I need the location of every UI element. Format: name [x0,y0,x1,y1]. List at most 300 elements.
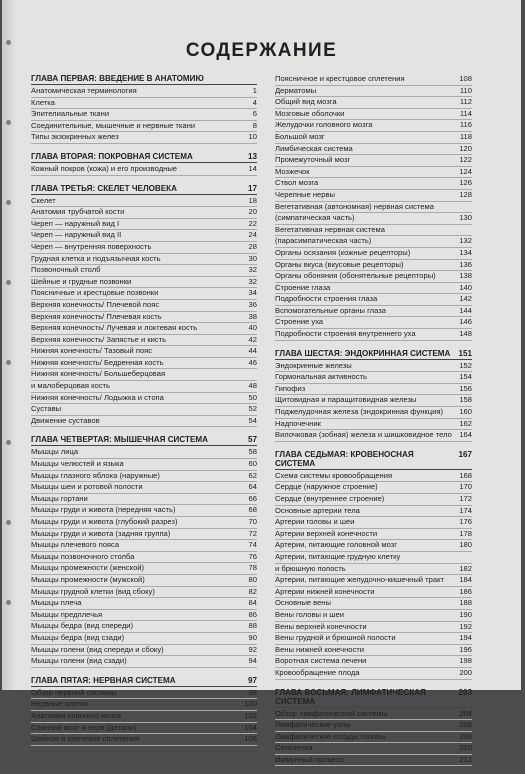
entry-title: Позвоночный столб [31,265,101,275]
toc-entry [31,109,257,121]
entry-page-number: 130 [459,213,472,223]
toc-entry [275,540,472,552]
entry-page-number: 184 [459,575,472,585]
entry-page-number: 136 [459,259,472,269]
toc-entry [275,575,472,587]
entry-title: Грудная клетка и подъязычная кость [31,253,161,263]
entry-page-number: 162 [459,418,472,428]
chapter-heading [31,676,257,687]
chapter-title: ГЛАВА ТРЕТЬЯ: СКЕЛЕТ ЧЕЛОВЕКА [31,183,177,193]
entry-title: Клетка [31,97,56,107]
entry-title: Сердце (внутреннее строение) [275,494,385,503]
entry-title: Общий вид мозга [275,97,337,107]
entry-title: Скелет [31,195,56,205]
entry-title: Лимфатические узлы [275,720,351,730]
entry-title: Мышцы голени (вид сзади) [31,656,127,666]
toc-entry [31,300,257,312]
entry-page-number: 102 [244,710,257,720]
entry-page-number: 186 [459,586,472,596]
toc-entry [31,121,257,133]
entry-title: Вегетативная нервная система [275,224,385,234]
entry-page-number: 164 [459,430,472,440]
entry-title: Эндокринные железы [275,360,352,370]
entry-title: Артерии, питающие желудочно-кишечный тракт [275,575,444,585]
entry-title: Желудочки головного мозга [275,120,373,130]
entry-title: Промежуточный мозг [275,155,351,165]
entry-page-number: 58 [248,447,257,457]
toc-entry [275,236,472,248]
toc-entry [31,471,257,483]
entry-title: Нервные клетки [31,699,88,709]
toc-entry [31,517,257,529]
toc-entry [275,598,472,610]
toc-entry [275,271,472,283]
entry-title: Шейное и плечевое сплетения [31,734,140,744]
entry-page-number: 142 [459,294,472,304]
entry-page-number: 8 [252,120,257,130]
toc-entry [31,482,257,494]
entry-title: Вены грудной и брюшной полости [275,633,396,643]
toc-entry [275,109,472,121]
entry-page-number: 208 [459,731,472,741]
toc-entry [31,494,257,506]
entry-page-number: 28 [248,241,257,251]
entry-title: Подробности строения глаза [275,294,378,304]
entry-page-number: 192 [459,621,472,631]
entry-page-number: 48 [248,381,257,391]
toc-entry [275,361,472,373]
toc-entry [275,720,472,732]
entry-title: Артерии, питающие грудную клетку [275,551,401,561]
toc-right-column [275,74,472,774]
binding-hole [6,280,11,285]
toc-entry [275,283,472,295]
chapter-page-number: 17 [247,183,257,193]
toc-entry [275,430,472,442]
toc-entry [31,656,257,668]
entry-page-number: 210 [459,743,472,753]
entry-title: Мышцы груди и живота (передняя часть) [31,505,176,515]
toc-entry [31,404,257,416]
entry-page-number: 160 [459,407,472,417]
entry-title: Мышцы позвоночного столба [31,551,135,561]
chapter-title: ГЛАВА ВТОРАЯ: ПОКРОВНАЯ СИСТЕМА [31,151,193,161]
entry-title: Обзор нервной системы [31,687,117,697]
entry-page-number: 62 [248,470,257,480]
entry-title: Соединительные, мышечные и нервные ткани [31,120,196,130]
entry-page-number: 82 [248,586,257,596]
entry-title: Мышцы гортани [31,493,88,503]
toc-entry [31,575,257,587]
toc-entry [31,323,257,335]
toc-entry [275,610,472,622]
entry-page-number: 46 [248,357,257,367]
entry-title: Основные вены [275,598,331,608]
toc-entry [275,384,472,396]
toc-entry [275,120,472,132]
chapter-title: ГЛАВА ШЕСТАЯ: ЭНДОКРИННАЯ СИСТЕМА [275,348,451,358]
toc-entry [31,98,257,110]
entry-page-number: 156 [459,383,472,393]
toc-chapter [31,152,257,176]
page-title: СОДЕРЖАНИЕ [185,40,338,61]
entry-page-number: 158 [459,395,472,405]
entry-page-number: 148 [459,329,472,339]
toc-entry [275,294,472,306]
binding-hole [6,600,11,605]
entry-page-number: 86 [248,609,257,619]
toc-entry [275,190,472,202]
entry-page-number: 94 [248,656,257,666]
entry-title: Поджелудочная железа (эндокринная функция) [275,407,443,417]
spiral-binding [2,0,16,690]
entry-page-number: 64 [248,482,257,492]
entry-page-number: 70 [248,517,257,526]
toc-entry [31,529,257,541]
toc-entry [275,517,472,529]
toc-entry [31,242,257,254]
entry-page-number: 212 [459,754,472,764]
chapter-page-number: 203 [458,687,472,697]
entry-title: Артерии нижней конечности [275,586,375,596]
toc-entry [31,645,257,657]
toc-entry [31,196,257,208]
chapter-heading [31,184,257,195]
toc-entry [31,369,257,381]
entry-title: Нижняя конечность/ Большеберцовая [31,369,166,379]
entry-page-number: 198 [459,656,472,666]
entry-page-number: 32 [248,265,257,275]
entry-page-number: 138 [459,271,472,281]
entry-page-number: 76 [248,551,257,561]
chapter-heading [31,152,257,163]
entry-title: и малоберцовая кость [31,381,110,391]
entry-page-number: 110 [459,85,472,95]
toc-entry [31,598,257,610]
entry-title: Движение суставов [31,415,100,425]
chapter-heading [275,688,472,708]
toc-chapter [31,676,257,746]
toc-entry [275,419,472,431]
chapter-title: ГЛАВА ВОСЬМАЯ: ЛИМФАТИЧЕСКАЯ СИСТЕМА [275,687,426,706]
toc-entry [275,709,472,721]
entry-title: Анатомическая терминология [31,86,137,95]
entry-page-number: 108 [459,74,472,83]
toc-entry [275,144,472,156]
binding-hole [6,520,11,525]
toc-chapter [275,74,472,341]
entry-title: Мышцы промежности (мужской) [31,574,145,584]
entry-page-number: 146 [459,317,472,327]
entry-title: Мышцы бедра (вид спереди) [31,621,134,631]
chapter-title: ГЛАВА СЕДЬМАЯ: КРОВЕНОСНАЯ СИСТЕМА [275,449,414,468]
entry-page-number: 60 [248,459,257,469]
toc-entry [31,563,257,575]
chapter-heading [31,435,257,446]
entry-page-number: 194 [459,633,472,643]
entry-title: Мышцы груди и живота (задняя группа) [31,528,171,538]
toc-entry [275,471,472,483]
entry-title: Верхняя конечность/ Лучевая и локтевая кость [31,323,198,333]
entry-title: Мозговые оболочки [275,108,345,118]
entry-title: Строение уха [275,317,324,327]
entry-title: Подробности строения внутреннего уха [275,329,416,339]
entry-title: Кожный покров (кожа) и его производные [31,163,178,173]
toc-entry [275,633,472,645]
toc-entry [31,633,257,645]
toc-entry [275,482,472,494]
toc-entry [31,540,257,552]
entry-page-number: 172 [459,494,472,503]
toc-entry [31,447,257,459]
entry-page-number: 100 [244,699,257,709]
toc-entry [275,306,472,318]
toc-entry [275,372,472,384]
entry-page-number: 104 [244,722,257,732]
toc-entry [31,164,257,176]
entry-title: Суставы [31,404,62,414]
toc-entry [275,97,472,109]
entry-title: Органы обоняния (обонятельные рецепторы) [275,271,436,281]
entry-page-number: 30 [248,253,257,263]
entry-title: (симпатическая часть) [275,213,355,223]
toc-entry [31,381,257,393]
entry-page-number: 144 [459,305,472,315]
entry-title: Мышцы глазного яблока (наружные) [31,470,160,480]
entry-title: Мышцы лица [31,447,79,457]
toc-entry [31,711,257,723]
entry-page-number: 140 [459,282,472,292]
entry-page-number: 18 [248,195,257,205]
entry-page-number: 170 [459,482,472,492]
entry-page-number: 32 [248,276,257,286]
entry-page-number: 154 [459,372,472,382]
toc-entry [275,202,472,214]
toc-entry [31,277,257,289]
toc-entry [275,529,472,541]
entry-title: Череп — внутренняя поверхность [31,241,152,251]
entry-page-number: 152 [459,360,472,370]
entry-title: Вегетативная (автономная) нервная система [275,201,434,211]
chapter-title: ГЛАВА ЧЕТВЕРТАЯ: МЫШЕЧНАЯ СИСТЕМА [31,435,208,445]
entry-page-number: 200 [459,667,472,677]
toc-entry [31,505,257,517]
chapter-heading [275,349,472,360]
toc-entry [31,459,257,471]
entry-page-number: 120 [459,143,472,153]
book-page [2,0,521,764]
entry-title: Большой мозг [275,131,325,141]
entry-title: Мышцы шеи и ротовой полости [31,482,143,492]
toc-entry [275,317,472,329]
entry-page-number: 206 [459,720,472,730]
toc-entry [31,86,257,98]
entry-title: Мышцы челюстей и языка [31,459,124,469]
entry-title: Вены головы и шеи [275,609,344,619]
toc-chapter [275,349,472,442]
entry-page-number: 50 [248,392,257,402]
entry-page-number: 112 [459,97,472,107]
entry-page-number: 52 [248,404,257,414]
entry-page-number: 126 [459,178,472,188]
toc-entry [275,645,472,657]
entry-title: Нижняя конечность/ Бедренная кость [31,357,164,367]
entry-page-number: 6 [252,109,257,119]
toc-entry [31,587,257,599]
toc-entry [275,395,472,407]
entry-title: Гипофиз [275,383,306,393]
entry-title: Органы осязания (кожные рецепторы) [275,247,411,257]
toc-entry [31,723,257,735]
entry-page-number: 106 [244,734,257,744]
entry-page-number: 196 [459,644,472,654]
entry-title: Мышцы промежности (женской) [31,563,145,573]
entry-title: Дерматомы [275,85,317,95]
entry-title: Нижняя конечность/ Лодыжка и стопа [31,392,164,402]
toc-entry [31,288,257,300]
entry-title: Гормональная активность [275,372,367,382]
chapter-page-number: 97 [247,675,257,685]
entry-title: Верхняя конечность/ Плечевая кость [31,311,162,321]
toc-entry [275,225,472,237]
entry-title: Типы экзокринных желез [31,132,119,142]
toc-chapter [31,435,257,667]
entry-page-number: 72 [248,528,257,538]
entry-page-number: 174 [459,505,472,515]
toc-entry [275,213,472,225]
entry-page-number: 44 [248,346,257,356]
toc-entry [275,132,472,144]
entry-title: Эпителиальные ткани [31,109,110,119]
toc-entry [31,207,257,219]
entry-title: Анатомия трубчатой кости [31,207,125,217]
chapter-page-number: 57 [247,435,257,445]
toc-entry [275,732,472,744]
entry-title: Органы вкуса (вкусовые рецепторы) [275,259,404,269]
entry-title: Вены нижней конечности [275,644,365,654]
toc-entry [31,265,257,277]
entry-page-number: 128 [459,189,472,199]
entry-page-number: 124 [459,166,472,176]
chapter-heading [31,74,257,85]
entry-title: Шейные и грудные позвонки [31,276,132,286]
entry-page-number: 90 [248,632,257,642]
entry-page-number: 84 [248,598,257,608]
binding-hole [6,200,11,205]
entry-title: Нижняя конечность/ Тазовый пояс [31,346,153,356]
toc-entry [275,178,472,190]
entry-page-number: 204 [459,708,472,718]
entry-title: Мышцы плеча [31,598,82,608]
toc-left-column [31,74,257,754]
entry-title: и брюшную полость [275,563,346,573]
toc-entry [275,743,472,755]
toc-entry [275,74,472,86]
toc-entry [31,688,257,700]
toc-entry [275,552,472,564]
toc-entry [275,167,472,179]
entry-title: Артерии верхней конечности [275,528,378,538]
entry-title: Лимфатические сосуды головы [275,731,386,741]
toc-entry [275,587,472,599]
entry-page-number: 24 [248,230,257,240]
entry-page-number: 92 [248,644,257,654]
chapter-heading [275,450,472,470]
entry-page-number: 98 [248,687,257,697]
entry-page-number: 178 [459,528,472,538]
toc-entry [275,494,472,506]
toc-entry [31,416,257,428]
entry-title: Надпочечник [275,418,321,428]
toc-entry [275,622,472,634]
toc-entry [275,329,472,341]
entry-title: Артерии, питающие головной мозг [275,540,397,550]
entry-title: Артерии головы и шеи [275,517,355,527]
entry-title: Мышцы плечевого пояса [31,540,120,550]
toc-entry [275,656,472,668]
entry-page-number: 116 [459,120,472,130]
entry-title: Поясничное и крестцовое сплетения [275,74,405,83]
entry-page-number: 42 [248,334,257,344]
entry-title: Мышцы предплечья [31,609,103,619]
entry-title: Верхняя конечность/ Плечевой пояс [31,299,160,309]
entry-title: Мышцы груди и живота (глубокий разрез) [31,517,178,526]
toc-entry [275,155,472,167]
entry-title: Вспомогательные органы глаза [275,305,386,315]
entry-page-number: 38 [248,311,257,321]
toc-entry [31,734,257,746]
entry-page-number: 190 [459,609,472,619]
entry-page-number: 80 [248,574,257,584]
entry-title: Селезенка [275,743,313,753]
entry-page-number: 134 [459,247,472,257]
entry-title: Верхняя конечность/ Запястье и кисть [31,334,167,344]
entry-page-number: 182 [459,563,472,573]
toc-chapter [275,450,472,680]
entry-title: Иммунный процесс [275,754,344,764]
binding-hole [6,360,11,365]
toc-chapter [275,688,472,767]
entry-page-number: 188 [459,598,472,608]
entry-page-number: 54 [248,415,257,425]
entry-title: Анатомия спинного мозга [31,710,121,720]
entry-title: Мозжечок [275,166,310,176]
entry-title: Мышцы грудной клетки (вид сбоку) [31,586,155,596]
entry-title: Схема системы кровообращения [275,470,393,480]
toc-entry [31,699,257,711]
toc-entry [31,346,257,358]
entry-title: Череп — наружный вид I [31,218,120,228]
entry-title: Спинной мозг и нерв (детали) [31,722,137,732]
entry-title: Череп — наружный вид II [31,230,122,240]
entry-page-number: 66 [248,493,257,503]
entry-title: Щитовидная и паращитовидная железы [275,395,417,405]
toc-entry [31,621,257,633]
entry-page-number: 118 [459,131,472,141]
entry-page-number: 122 [459,155,472,165]
entry-title: Вены верхней конечности [275,621,367,631]
entry-page-number: 1 [252,86,257,95]
entry-page-number: 34 [248,288,257,298]
entry-page-number: 4 [252,97,257,107]
entry-page-number: 68 [248,505,257,515]
entry-title: Основные артерии тела [275,505,360,515]
chapter-title: ГЛАВА ПЯТАЯ: НЕРВНАЯ СИСТЕМА [31,675,176,685]
entry-page-number: 78 [248,563,257,573]
entry-page-number: 36 [248,299,257,309]
entry-title: Мышцы голени (вид спереди и сбоку) [31,644,164,654]
toc-chapter [31,74,257,144]
